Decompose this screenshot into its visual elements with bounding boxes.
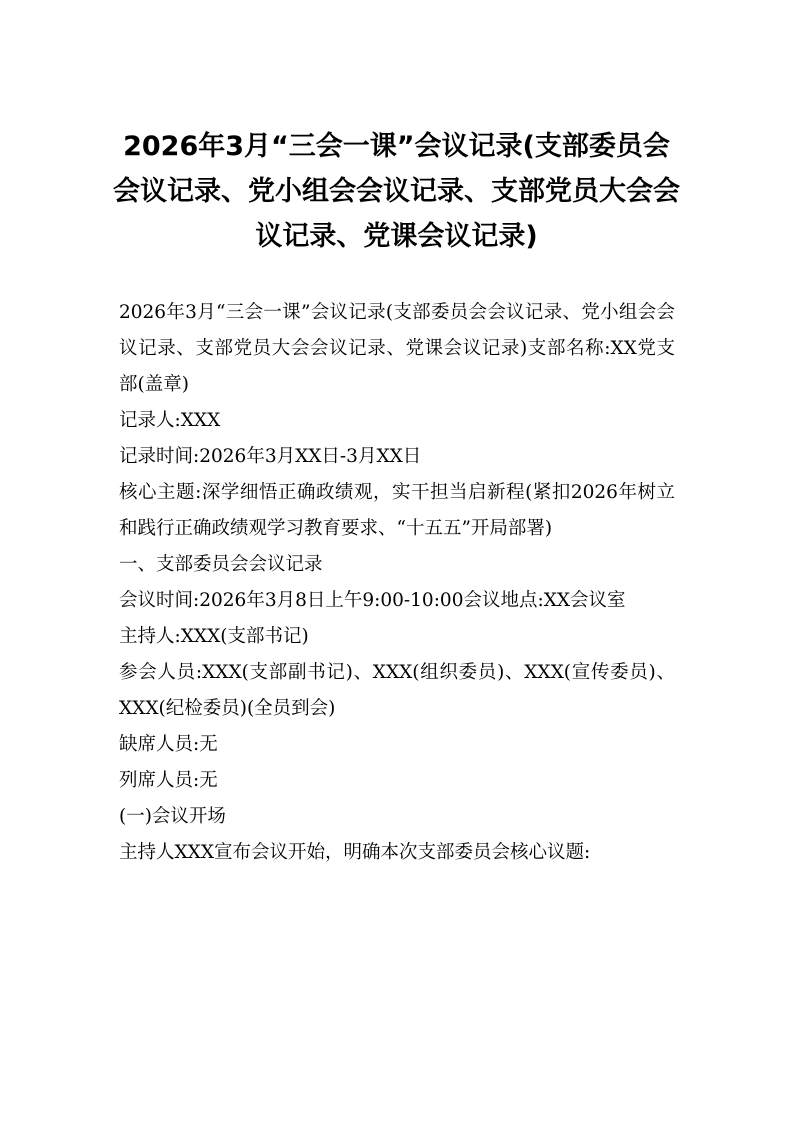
paragraph-recorder: 记录人:XXX [119,410,221,431]
document-title: 2026年3月“三会一课”会议记录(支部委员会会议记录、党小组会会议记录、支部党员大会会议记录、党课会议记录) [113,131,680,252]
section-heading-branch-committee: 一、支部委员会会议记录 [119,554,323,575]
paragraph-core-theme: 核心主题:深学细悟正确政绩观，实干担当启新程(紧扣2026年树立和践行正确政绩观学习教育要求、“十五五”开局部署) [119,482,675,539]
document-body [119,295,675,871]
paragraph-absent: 缺席人员:无 [119,734,218,755]
paragraph-opening-text: 主持人XXX宣布会议开始，明确本次支部委员会核心议题: [119,842,591,863]
paragraph-record-time: 记录时间:2026年3月XX日-3月XX日 [119,446,422,467]
paragraph-meeting-time-place: 会议时间:2026年3月8日上午9:00-10:00会议地点:XX会议室 [119,590,626,611]
paragraph-intro: 2026年3月“三会一课”会议记录(支部委员会会议记录、党小组会会议记录、支部党员大会会议记录、党课会议记录)支部名称:XX党支部(盖章) [119,302,675,395]
paragraph-observers: 列席人员:无 [119,770,218,791]
paragraph-host: 主持人:XXX(支部书记) [119,626,309,647]
subsection-heading-opening: (一)会议开场 [119,806,226,827]
paragraph-attendees: 参会人员:XXX(支部副书记)、XXX(组织委员)、XXX(宣传委员)、XXX(纪检委员)(全员到会) [119,662,675,719]
